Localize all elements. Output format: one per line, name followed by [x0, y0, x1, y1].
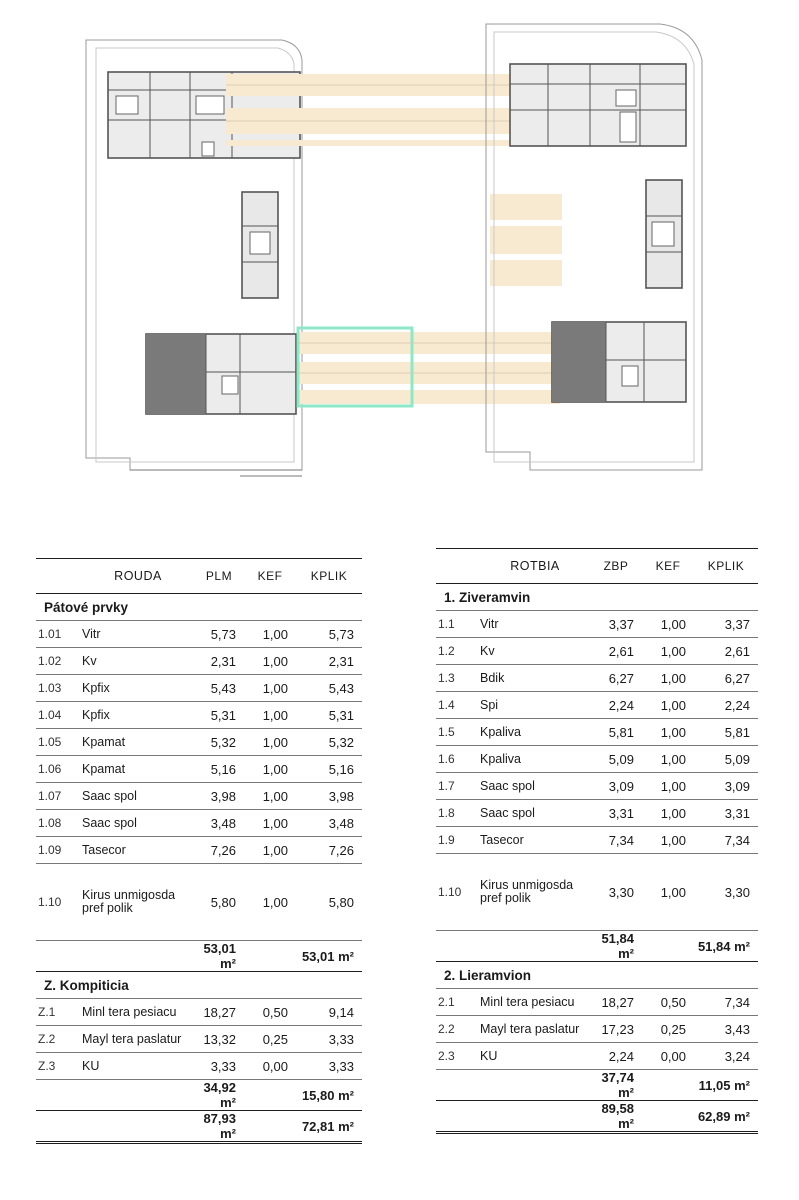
row-area: 3,33 — [210, 1058, 236, 1074]
row-area: 7,34 — [608, 832, 634, 848]
row-coef: 1,00 — [262, 626, 288, 642]
row-coef: 1,00 — [660, 778, 686, 794]
row-code: 1.02 — [38, 654, 62, 668]
row-result: 2,31 — [328, 653, 354, 669]
table-row — [436, 989, 758, 1015]
row-code: 1.7 — [438, 779, 455, 793]
row-coef: 0,50 — [660, 994, 686, 1010]
table-row — [36, 621, 362, 647]
row-result: 5,80 — [328, 894, 354, 910]
left-middle-block — [242, 192, 278, 298]
right-middle-block — [646, 180, 682, 288]
row-room-name: Kpaliva — [480, 724, 521, 739]
row-room-name: Kpfix — [82, 707, 110, 722]
row-code: 1.9 — [438, 833, 455, 847]
row-room-name: Tasecor — [82, 842, 126, 857]
total-result: 72,81 m² — [301, 1118, 354, 1134]
row-result: 5,81 — [724, 724, 750, 740]
row-area: 2,24 — [608, 697, 634, 713]
row-room-name: Saac spol — [480, 778, 535, 793]
subtotal-result: 15,80 m² — [301, 1087, 354, 1103]
row-coef: 1,00 — [660, 832, 686, 848]
row-code: 1.5 — [438, 725, 455, 739]
row-result: 5,43 — [328, 680, 354, 696]
row-area: 3,30 — [608, 884, 634, 900]
row-coef: 1,00 — [660, 751, 686, 767]
row-coef: 1,00 — [262, 842, 288, 858]
row-result: 9,14 — [328, 1004, 354, 1020]
row-area: 3,48 — [210, 815, 236, 831]
row-area: 5,16 — [210, 761, 236, 777]
section-list — [36, 594, 362, 1144]
table-row — [36, 999, 362, 1025]
row-area: 2,31 — [210, 653, 236, 669]
right-bottom-block — [552, 322, 686, 402]
row-area: 3,37 — [608, 616, 634, 632]
row-code: 1.1 — [438, 617, 455, 631]
row-room-name: KU — [82, 1058, 100, 1073]
table-row — [436, 665, 758, 691]
row-code: 1.6 — [438, 752, 455, 766]
left-scale-bar — [130, 470, 302, 476]
row-code: 1.4 — [438, 698, 455, 712]
total-rule — [436, 1131, 758, 1134]
table-row — [36, 864, 362, 940]
row-room-name: Vitr — [480, 616, 499, 631]
row-room-name: Mayl tera paslatur — [82, 1031, 182, 1046]
row-coef: 1,00 — [262, 653, 288, 669]
row-coef: 1,00 — [660, 884, 686, 900]
row-code: 1.09 — [38, 843, 62, 857]
row-code: 1.05 — [38, 735, 62, 749]
table-row — [436, 854, 758, 930]
row-coef: 1,00 — [262, 788, 288, 804]
row-code: Z.3 — [38, 1059, 56, 1073]
row-result: 3,33 — [328, 1031, 354, 1047]
row-room-name: KU — [480, 1048, 498, 1063]
row-area: 6,27 — [608, 670, 634, 686]
table-row — [36, 702, 362, 728]
row-code: 1.03 — [38, 681, 62, 695]
row-coef: 1,00 — [660, 670, 686, 686]
table-row — [436, 719, 758, 745]
row-code: 1.01 — [38, 627, 62, 641]
row-coef: 0,25 — [262, 1031, 288, 1047]
row-code: 1.2 — [438, 644, 455, 658]
table-row — [36, 675, 362, 701]
table-row — [36, 756, 362, 782]
row-result: 3,30 — [724, 884, 750, 900]
row-area: 5,80 — [210, 894, 236, 910]
row-code: 1.10 — [38, 895, 62, 909]
table-row — [436, 1016, 758, 1042]
row-room-name: Kirus unmigosda pref polik — [480, 878, 574, 905]
row-code: 1.3 — [438, 671, 455, 685]
row-area: 3,31 — [608, 805, 634, 821]
table-row — [436, 800, 758, 826]
table-header — [36, 559, 362, 593]
row-coef: 1,00 — [660, 616, 686, 632]
table-row — [436, 746, 758, 772]
section-title: 1. Ziveramvin — [444, 589, 531, 605]
header-room: ROUDA — [114, 568, 162, 583]
row-area: 18,27 — [203, 1004, 236, 1020]
floor-plan-area — [0, 0, 799, 520]
row-room-name: Vitr — [82, 626, 101, 641]
row-area: 3,09 — [608, 778, 634, 794]
right-area-table — [436, 548, 758, 1134]
row-room-name: Kv — [480, 643, 495, 658]
table-row — [436, 773, 758, 799]
table-row — [36, 783, 362, 809]
row-area: 17,23 — [601, 1021, 634, 1037]
header-coef: KEF — [655, 559, 681, 573]
row-result: 7,34 — [724, 994, 750, 1010]
row-code: 1.10 — [438, 885, 462, 899]
row-code: Z.2 — [38, 1032, 56, 1046]
row-coef: 0,00 — [660, 1048, 686, 1064]
row-result: 3,48 — [328, 815, 354, 831]
row-coef: 1,00 — [262, 894, 288, 910]
row-result: 5,31 — [328, 707, 354, 723]
row-result: 3,98 — [328, 788, 354, 804]
section-subtotal — [436, 1070, 758, 1100]
row-result: 3,24 — [724, 1048, 750, 1064]
row-result: 5,09 — [724, 751, 750, 767]
row-area: 5,32 — [210, 734, 236, 750]
row-room-name: Saac spol — [82, 788, 137, 803]
row-result: 2,24 — [724, 697, 750, 713]
row-area: 5,73 — [210, 626, 236, 642]
row-area: 2,61 — [608, 643, 634, 659]
row-room-name: Kv — [82, 653, 97, 668]
subtotal-area: 53,01 m² — [203, 941, 236, 971]
beam-middle — [490, 194, 562, 286]
row-area: 5,43 — [210, 680, 236, 696]
row-code: 2.2 — [438, 1022, 455, 1036]
row-room-name: Kpamat — [82, 734, 126, 749]
header-coef: KEF — [257, 569, 283, 583]
subtotal-result: 11,05 m² — [698, 1077, 750, 1093]
row-code: 2.1 — [438, 995, 455, 1009]
row-room-name: Kpfix — [82, 680, 110, 695]
table-row — [36, 1053, 362, 1079]
row-code: 2.3 — [438, 1049, 455, 1063]
subtotal-result: 51,84 m² — [697, 938, 750, 954]
row-result: 7,34 — [724, 832, 750, 848]
row-room-name: Saac spol — [480, 805, 535, 820]
right-top-block — [510, 64, 686, 146]
total-area: 89,58 m² — [601, 1101, 634, 1131]
row-result: 3,37 — [724, 616, 750, 632]
section-subtotal — [36, 941, 362, 971]
section-title: Z. Kompiticia — [44, 977, 129, 993]
row-area: 3,98 — [210, 788, 236, 804]
table-row — [436, 827, 758, 853]
header-area: PLM — [205, 569, 233, 583]
header-result: KPLIK — [310, 569, 348, 583]
subtotal-area: 51,84 m² — [601, 931, 634, 961]
subtotal-result: 53,01 m² — [301, 948, 354, 964]
row-area: 5,09 — [608, 751, 634, 767]
row-area: 5,81 — [608, 724, 634, 740]
row-coef: 1,00 — [262, 707, 288, 723]
table-row — [36, 837, 362, 863]
table-row — [36, 648, 362, 674]
left-bottom-block — [146, 334, 296, 414]
row-coef: 1,00 — [660, 697, 686, 713]
table-row — [36, 729, 362, 755]
row-room-name: Kpamat — [82, 761, 126, 776]
row-result: 3,31 — [724, 805, 750, 821]
row-code: 1.07 — [38, 789, 62, 803]
row-code: 1.8 — [438, 806, 455, 820]
row-coef: 1,00 — [660, 643, 686, 659]
grand-total — [36, 1111, 362, 1141]
left-area-table — [36, 558, 362, 1144]
grand-total — [436, 1101, 758, 1131]
row-result: 3,43 — [724, 1021, 750, 1037]
row-room-name: Kpaliva — [480, 751, 521, 766]
table-row — [436, 638, 758, 664]
total-rule — [36, 1141, 362, 1144]
row-coef: 1,00 — [660, 724, 686, 740]
table-header — [436, 549, 758, 583]
row-room-name: Minl tera pesiacu — [82, 1004, 177, 1019]
row-coef: 1,00 — [660, 805, 686, 821]
row-area: 13,32 — [203, 1031, 236, 1047]
row-result: 3,33 — [328, 1058, 354, 1074]
row-room-name: Tasecor — [480, 832, 524, 847]
table-row — [36, 1026, 362, 1052]
row-coef: 1,00 — [262, 761, 288, 777]
floor-plan-drawing — [0, 0, 799, 520]
section-subtotal — [36, 1080, 362, 1110]
row-room-name: Spi — [480, 697, 499, 712]
row-result: 5,32 — [328, 734, 354, 750]
row-result: 2,61 — [724, 643, 750, 659]
row-result: 5,73 — [328, 626, 354, 642]
row-room-name: Saac spol — [82, 815, 137, 830]
row-area: 5,31 — [210, 707, 236, 723]
row-result: 3,09 — [724, 778, 750, 794]
row-coef: 0,25 — [660, 1021, 686, 1037]
header-result: KPLIK — [707, 559, 745, 573]
row-area: 7,26 — [210, 842, 236, 858]
section-subtotal — [436, 931, 758, 961]
row-coef: 0,50 — [262, 1004, 288, 1020]
subtotal-area: 34,92 m² — [203, 1080, 236, 1110]
row-code: Z.1 — [38, 1005, 56, 1019]
table-row — [436, 1043, 758, 1069]
header-room: ROTBIA — [510, 558, 560, 573]
row-code: 1.04 — [38, 708, 62, 722]
row-result: 5,16 — [328, 761, 354, 777]
row-result: 6,27 — [724, 670, 750, 686]
row-room-name: Minl tera pesiacu — [480, 994, 575, 1009]
total-result: 62,89 m² — [697, 1108, 750, 1124]
row-room-name: Mayl tera paslatur — [480, 1021, 580, 1036]
total-area: 87,93 m² — [203, 1111, 236, 1141]
section-title: 2. Lieramvion — [444, 967, 532, 983]
header-area: ZBP — [603, 559, 629, 573]
row-room-name: Bdik — [480, 670, 505, 685]
table-row — [436, 692, 758, 718]
row-area: 2,24 — [608, 1048, 634, 1064]
table-row — [36, 810, 362, 836]
subtotal-area: 37,74 m² — [601, 1070, 634, 1100]
row-room-name: Kirus unmigosda pref polik — [82, 888, 176, 915]
area-tables — [0, 548, 799, 1200]
row-coef: 1,00 — [262, 734, 288, 750]
row-result: 7,26 — [328, 842, 354, 858]
section-list — [436, 584, 758, 1134]
row-coef: 0,00 — [262, 1058, 288, 1074]
row-coef: 1,00 — [262, 815, 288, 831]
row-code: 1.08 — [38, 816, 62, 830]
section-title: Pátové prvky — [44, 599, 129, 615]
row-code: 1.06 — [38, 762, 62, 776]
table-row — [436, 611, 758, 637]
row-coef: 1,00 — [262, 680, 288, 696]
row-area: 18,27 — [601, 994, 634, 1010]
